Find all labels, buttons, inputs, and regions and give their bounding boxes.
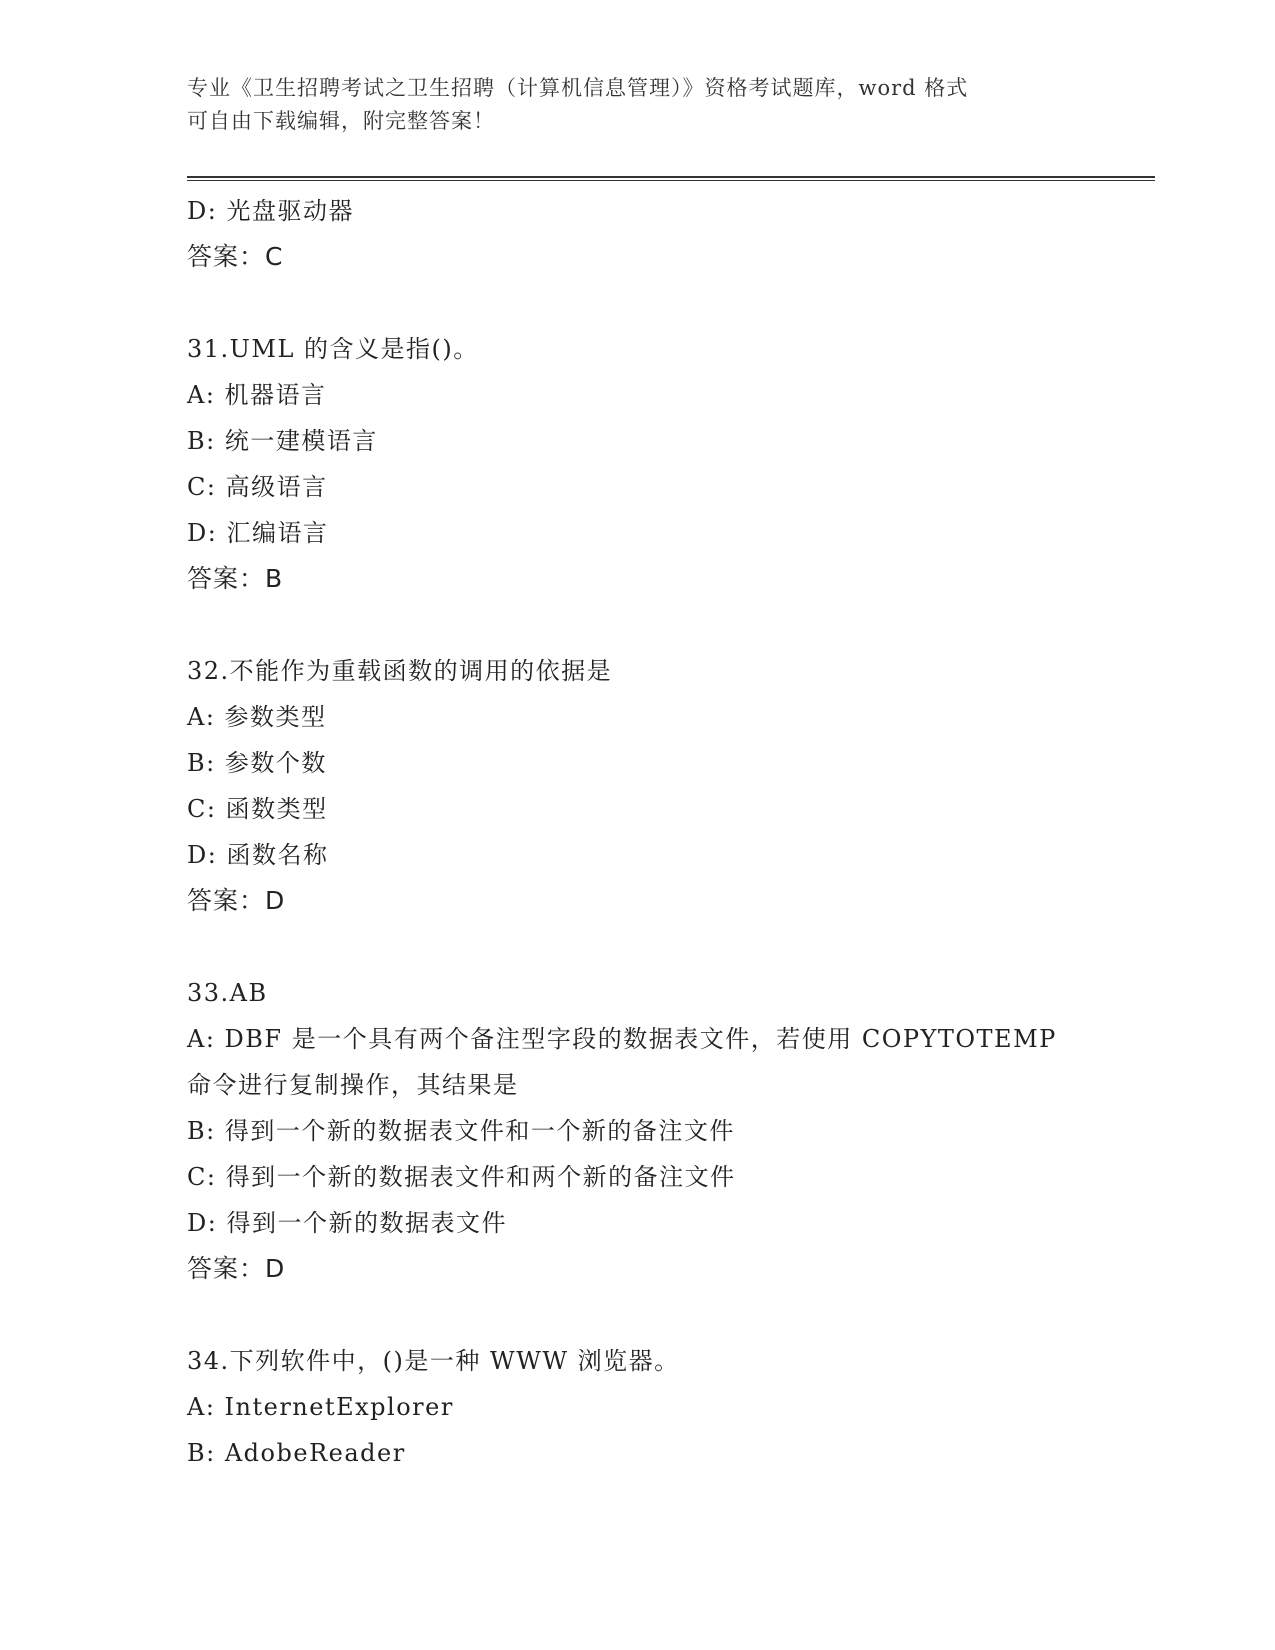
question-30-tail (187, 188, 1087, 280)
option-b: B: 得到一个新的数据表文件和一个新的备注文件 (187, 1117, 735, 1145)
header-line-2: 可自由下载编辑，附完整答案！ (187, 109, 495, 133)
question-33 (187, 970, 1087, 1292)
answer: 答案：D (187, 1254, 286, 1283)
question-stem: 33.AB (187, 979, 268, 1007)
spacer (187, 924, 1087, 970)
question-stem: 32.不能作为重载函数的调用的依据是 (187, 657, 613, 685)
question-31 (187, 326, 1087, 602)
document-header (187, 72, 1087, 138)
option-b: B: AdobeReader (187, 1439, 406, 1467)
option-a: A: InternetExplorer (187, 1393, 454, 1421)
question-stem: 34.下列软件中，()是一种 WWW 浏览器。 (187, 1347, 680, 1375)
question-32 (187, 648, 1087, 924)
answer: 答案：B (187, 564, 284, 593)
option-a: A: 机器语言 (187, 381, 327, 409)
answer: 答案：D (187, 886, 286, 915)
option-a-line-1: A: DBF 是一个具有两个备注型字段的数据表文件，若使用 COPYTOTEMP (187, 1025, 1057, 1053)
spacer (187, 602, 1087, 648)
option-a: A: 参数类型 (187, 703, 327, 731)
option-b: B: 参数个数 (187, 749, 327, 777)
question-stem: 31.UML 的含义是指()。 (187, 335, 479, 363)
option-a-line-2: 命令进行复制操作，其结果是 (187, 1071, 519, 1099)
option-d: D: 得到一个新的数据表文件 (187, 1209, 507, 1237)
option-c: C: 高级语言 (187, 473, 328, 501)
answer: 答案：C (187, 242, 284, 271)
header-divider (187, 176, 1155, 181)
option-d: D: 函数名称 (187, 841, 329, 869)
question-list (187, 188, 1087, 1476)
spacer (187, 280, 1087, 326)
option-c: C: 得到一个新的数据表文件和两个新的备注文件 (187, 1163, 736, 1191)
question-34 (187, 1338, 1087, 1476)
option-d: D: 汇编语言 (187, 519, 329, 547)
option-d: D: 光盘驱动器 (187, 197, 354, 225)
header-line-1: 专业《卫生招聘考试之卫生招聘（计算机信息管理）》资格考试题库，word 格式 (187, 76, 969, 100)
option-b: B: 统一建模语言 (187, 427, 378, 455)
spacer (187, 1292, 1087, 1338)
option-c: C: 函数类型 (187, 795, 328, 823)
